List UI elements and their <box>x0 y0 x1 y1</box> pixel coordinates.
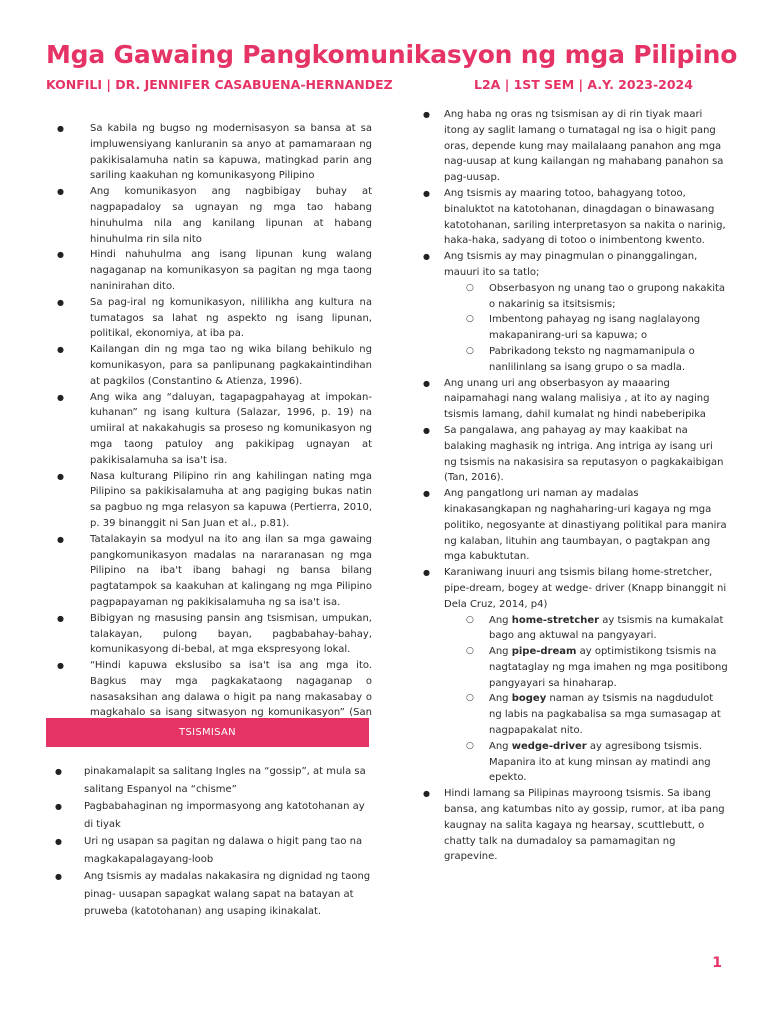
sub-list-item: ○ Obserbasyon ng unang tao o grupong nakakita o nakarinig sa itsitsismis; <box>444 281 728 313</box>
list-item: ● pinakamalapit sa salitang Ingles na “gossip”, at mula sa salitang Espanyol na “chisme” <box>46 763 372 798</box>
list-item: ● “Hindi kapuwa ekslusibo sa isa't isa ang mga ito. Bagkus may mga pagkakataong nagaganap o nasasaksihan ang dalawa o higit pa nang makasabay o magkahalo sa isang sitwasyon ng komunikasyon” (San <box>46 658 372 737</box>
list-item: ● Tatalakayin sa modyul na ito ang ilan sa mga gawaing pangkomunikasyon madalas na nararanasan ng mga Pilipino na iba't ibang bahagi ng bansa bilang pagtatampok sa kaakuhan at kalingang ng mga Pilipino pagpapayaman ng pakikisalamuha ng sa isa't isa. <box>46 532 372 611</box>
section-banner-tsismisan: TSISMISAN <box>46 718 369 747</box>
page-number: 1 <box>712 955 722 971</box>
sub-list-item: ○ Imbentong pahayag ng isang naglalayong makapanirang-uri sa kapuwa; o <box>444 312 728 344</box>
list-item: ● Pagbabahaginan ng impormasyong ang katotohanan ay di tiyak <box>46 798 372 833</box>
sub-list-item: ○ Ang home-stretcher ay tsismis na kumakalat bago ang aktuwal na pangyayari. <box>444 613 728 645</box>
sub-list <box>444 613 728 787</box>
list-item: ● Ang unang uri ang obserbasyon ay maaaring naipamahagi nang walang malisiya , at ito ay naging tsismis lamang, dahil kumalat ng hindi nabeberipika <box>418 376 728 423</box>
term-bogey: bogey <box>511 693 547 705</box>
sub-list-item: ○ Pabrikadong teksto ng nagmamanipula o nanlilinlang sa isang grupo o sa madla. <box>444 344 728 376</box>
list-item: ● Ang tsismis ay maaring totoo, bahagyang totoo, binaluktot na katotohanan, dinagdagan o binawasang katotohanan, sariling interpretasyon sa nakita o narinig, haka-haka, sadyang di totoo o inimbentong kwento. <box>418 186 728 249</box>
sub-list-item: ○ Ang pipe-dream ay optimistikong tsismis na nagtataglay ng mga imahen ng mga positibong pangyayari sa hinaharap. <box>444 644 728 691</box>
list-item: ● Ang wika ang “daluyan, tagapagpahayag at impokan-kuhanan” ng isang kultura (Salazar, 1996, p. 19) na umiiral at nakakahugis sa proseso ng komunikasyon ng mga taong patuloy ang pakikipag ugnayan at pakikisalamuha sa isa't isa. <box>46 390 372 469</box>
page-title: Mga Gawaing Pangkomunikasyon ng mga Pilipino <box>46 40 738 69</box>
list-item: ● Ang pangatlong uri naman ay madalas kinakasangkapan ng naghaharing-uri kagaya ng mga politiko, negosyante at dinastiyang politikal para manira ng kalaban, lituhin ang taumbayan, o pagtakpan ang mga kabuktutan. <box>418 486 728 565</box>
list-item: ● Kailangan din ng mga tao ng wika bilang behikulo ng komunikasyon, para sa panlipunang pagkakaintindihan at pagkilos (Constantino & Atienza, 1996). <box>46 342 372 389</box>
term-pipe-dream: pipe-dream <box>511 646 577 658</box>
course-author: KONFILI | DR. JENNIFER CASABUENA-HERNANDEZ <box>46 77 393 92</box>
sub-list-item: ○ Ang wedge-driver ay agresibong tsismis. Mapanira ito at kung minsan ay matindi ang epekto. <box>444 739 728 786</box>
sub-list-item: ○ Ang bogey naman ay tsismis na nagdudulot ng labis na pagkabalisa sa mga sumasagap at nagpapakalat nito. <box>444 691 728 738</box>
list-item-text: Ang tsismis ay may pinagmulan o pinanggalingan, mauuri ito sa tatlo; <box>444 251 698 278</box>
list-item: ● Sa kabila ng bugso ng modernisasyon sa bansa at sa impluwensiyang kanluranin sa anyo at pamamaraan ng pakikisalamuha natin sa kapuwa, matingkad parin ang sariling kaakuhan ng komunikasyong Pilipino <box>46 121 372 184</box>
tsismisan-list <box>46 763 372 921</box>
list-item: ● Ang komunikasyon ang nagbibigay buhay at nagpapadaloy sa ugnayan ng mga tao habang hinuhulma nila ang kanilang lipunan at habang hinuhulma rin sila nito <box>46 184 372 247</box>
list-item: ● Uri ng usapan sa pagitan ng dalawa o higit pang tao na magkakapalagayang-loob <box>46 833 372 868</box>
list-item: ● Sa pangalawa, ang pahayag ay may kaakibat na balaking maghasik ng intriga. Ang intriga ay isang uri ng tsismis na nakasisira sa reputasyon o pagkakaibigan (Tan, 2016). <box>418 423 728 486</box>
sub-list <box>444 281 728 376</box>
list-item-text: Karaniwang inuuri ang tsismis bilang home-stretcher, pipe-dream, bogey at wedge- driver (Knapp binanggit ni Dela Cruz, 2014, p4) <box>444 567 727 610</box>
list-item <box>418 249 728 375</box>
list-item: ● Sa pag-iral ng komunikasyon, nililikha ang kultura na tumatagos sa lahat ng aspekto ng isang lipunan, politikal, ekonomiya, at iba pa. <box>46 295 372 342</box>
list-item: ● Ang haba ng oras ng tsismisan ay di rin tiyak maari itong ay saglit lamang o tumatagal ng isa o higit pang oras, depende kung may mailalaang panahon ang mga nag-uusap at kung kailangan ng mahabang panahon sa pag-uusap. <box>418 107 728 186</box>
intro-bullet-list <box>46 121 372 737</box>
term-wedge-driver: wedge-driver <box>511 740 587 752</box>
list-item: ● Nasa kulturang Pilipino rin ang kahilingan nating mga Pilipino sa pakikisalamuha at ang pagiging bukas natin sa pagbuo ng mga relasyon sa kapuwa (Pertierra, 2010, p. 39 binanggit ni San Juan et al., p.81). <box>46 469 372 532</box>
course-term: L2A | 1ST SEM | A.Y. 2023-2024 <box>474 77 693 92</box>
list-item: ● Ang tsismis ay madalas nakakasira ng dignidad ng taong pinag- uusapan sapagkat walang sapat na batayan at pruweba (katotohanan) ang usaping ikinakalat. <box>46 868 372 921</box>
term-home-stretcher: home-stretcher <box>511 614 600 626</box>
list-item: ● Hindi lamang sa Pilipinas mayroong tsismis. Sa ibang bansa, ang katumbas nito ay gossip, rumor, at iba pang kaugnay na salita kagaya ng hearsay, scuttlebutt, o chatty talk na dumadaloy sa pamamagitan ng grapevine. <box>418 786 728 865</box>
left-column <box>46 121 372 737</box>
list-item: ● Hindi nahuhulma ang isang lipunan kung walang nagaganap na komunikasyon sa pagitan ng mga taong naninirahan dito. <box>46 247 372 294</box>
right-column <box>418 107 728 865</box>
list-item: ● Bibigyan ng masusing pansin ang tsismisan, umpukan, talakayan, pulong bayan, pagbabahay-bahay, komunikasyong di-bebal, at mga ekspresyong lokal. <box>46 611 372 658</box>
list-item <box>418 565 728 786</box>
